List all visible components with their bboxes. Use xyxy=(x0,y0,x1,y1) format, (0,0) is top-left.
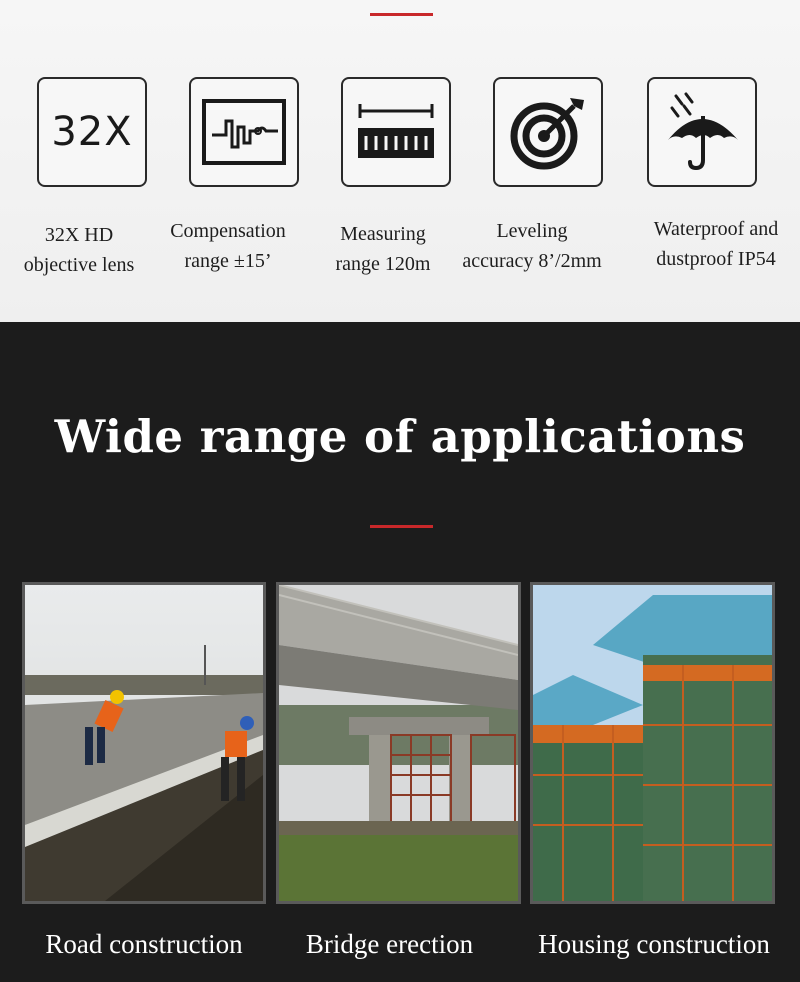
applications-section xyxy=(0,322,800,982)
feature-label: Leveling accuracy 8’/2mm xyxy=(462,220,602,272)
road-construction-caption: Road construction xyxy=(45,929,243,959)
bridge-erection-photo xyxy=(276,582,521,904)
feature-label: Waterproof and dustproof IP54 xyxy=(653,218,779,270)
section-title: Wide range of applications xyxy=(54,410,746,463)
bridge-erection-caption: Bridge erection xyxy=(305,929,474,959)
road-construction-photo xyxy=(22,582,266,904)
housing-construction-photo xyxy=(530,582,775,904)
compensation-waveform-icon xyxy=(189,77,299,187)
feature-label: Compensation range ±15’ xyxy=(170,220,286,272)
magnification-32x-icon: 32X xyxy=(37,77,147,187)
measuring-ruler-icon xyxy=(341,77,451,187)
feature-label: Measuring range 120m xyxy=(335,223,431,275)
umbrella-rain-icon xyxy=(647,77,757,187)
accent-divider xyxy=(370,13,433,16)
feature-label: 32X HD objective lens xyxy=(23,224,135,276)
housing-construction-caption: Housing construction xyxy=(538,929,770,959)
features-section xyxy=(0,0,800,322)
accent-divider xyxy=(370,525,433,528)
target-dart-icon xyxy=(493,77,603,187)
